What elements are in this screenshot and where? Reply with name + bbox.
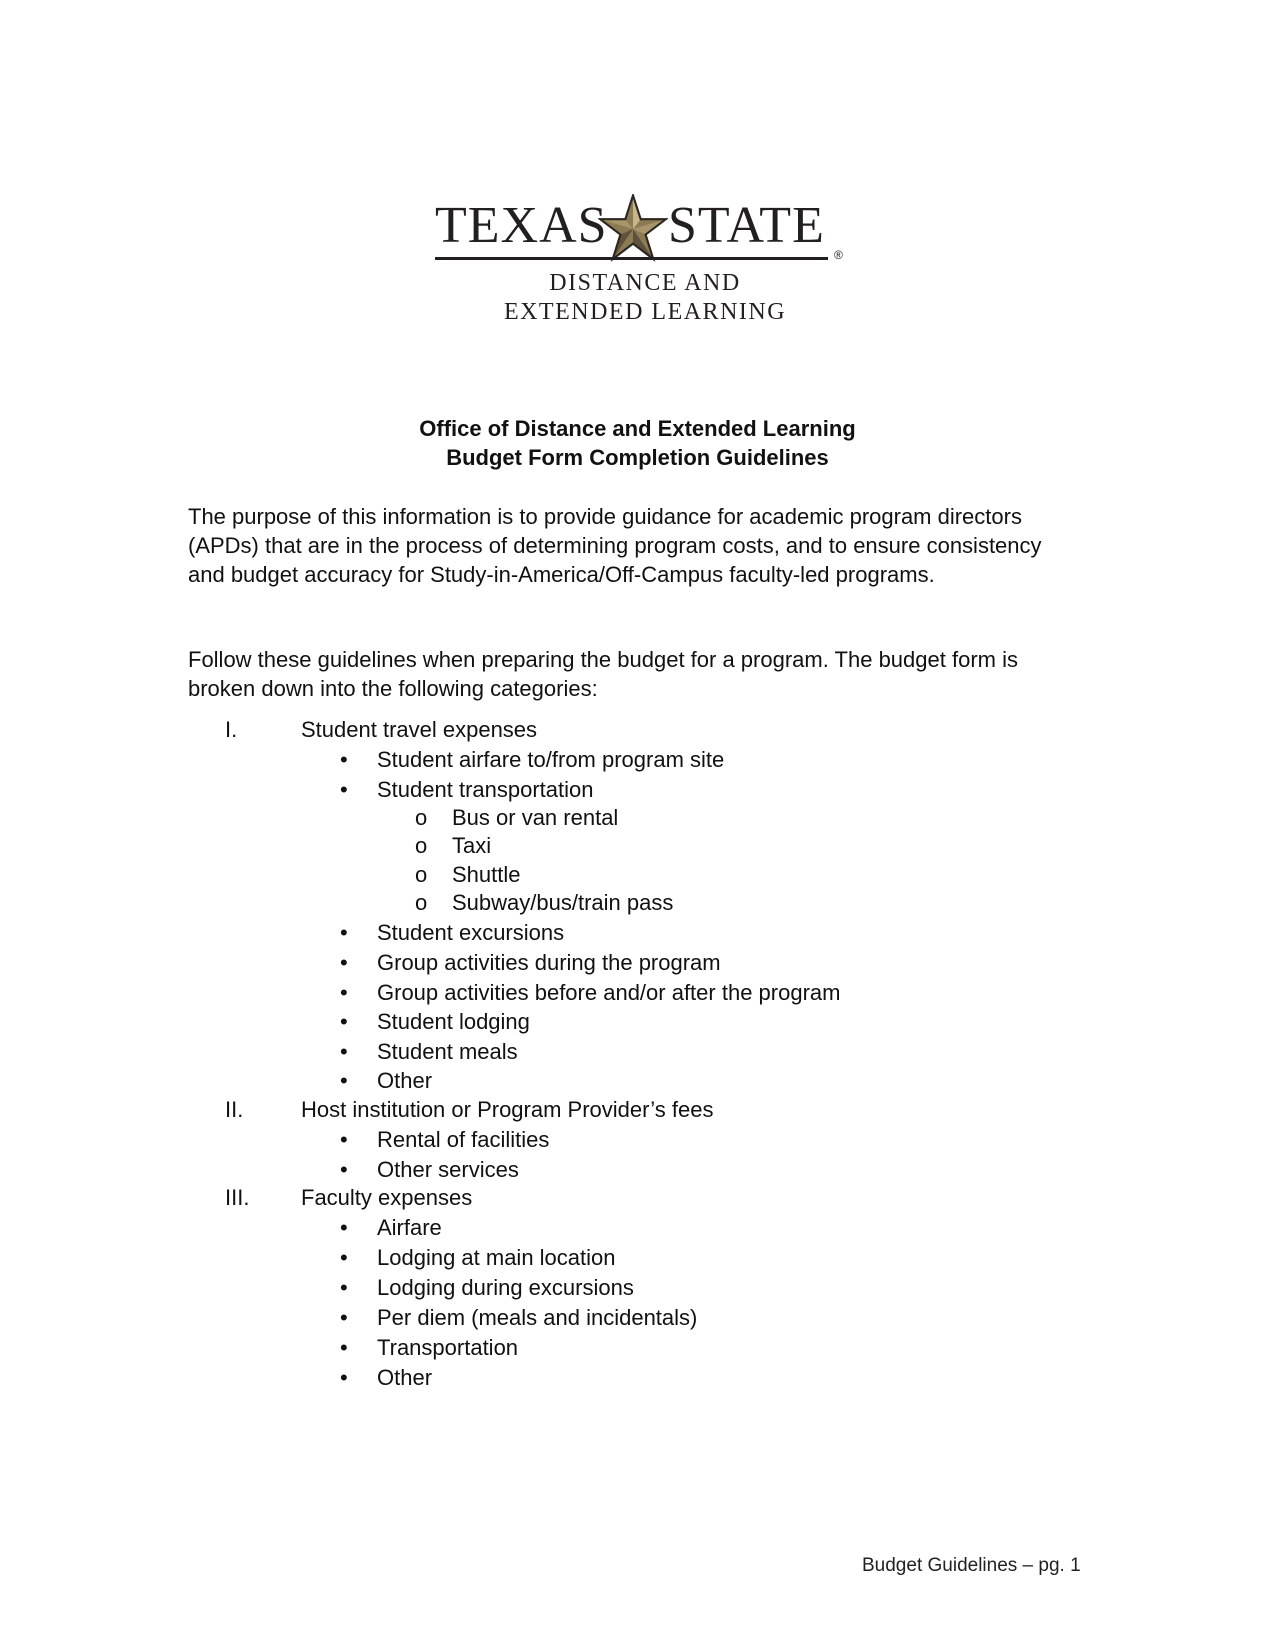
page-subtitle: Budget Form Completion Guidelines (446, 445, 829, 470)
bullet-icon: • (340, 747, 348, 772)
list-item: Per diem (meals and incidentals) (377, 1305, 698, 1330)
logo-wordmark (430, 190, 860, 266)
sub-list-item: Subway/bus/train pass (452, 890, 674, 915)
list-item: Student lodging (377, 1009, 530, 1034)
section-numeral: II. (225, 1097, 244, 1122)
list-item: Lodging at main location (377, 1245, 616, 1270)
section-numeral: I. (225, 717, 238, 742)
bullet-icon: • (340, 1009, 348, 1034)
bullet-icon: • (340, 1275, 348, 1300)
subbullet-icon: o (415, 862, 428, 887)
bullet-icon: • (340, 1335, 348, 1360)
list-item: Student airfare to/from program site (377, 747, 725, 772)
list-item: Transportation (377, 1335, 519, 1360)
bullet-icon: • (340, 950, 348, 975)
instructions-paragraph: Follow these guidelines when preparing the budget for a program. The budget form is broken down into the following categories: (188, 647, 1018, 701)
list-item: Group activities during the program (377, 950, 721, 975)
bullet-icon: • (340, 980, 348, 1005)
list-item: Rental of facilities (377, 1127, 550, 1152)
list-item: Airfare (377, 1215, 442, 1240)
intro-paragraph: The purpose of this information is to provide guidance for academic program directors (APDs) that are in the process of determining program costs, and to ensure consistency and budget accuracy for Study-in-America/Off-Campus faculty-led programs. (188, 504, 1042, 587)
list-item: Other (377, 1365, 433, 1390)
list-item: Student meals (377, 1039, 518, 1064)
bullet-icon: • (340, 1039, 348, 1064)
bullet-icon: • (340, 1127, 348, 1152)
list-item: Other services (377, 1157, 519, 1182)
bullet-icon: • (340, 1305, 348, 1330)
page-title: Office of Distance and Extended Learning (419, 416, 856, 441)
bullet-icon: • (340, 1245, 348, 1270)
subbullet-icon: o (415, 890, 428, 915)
wordmark-texas: TEXAS (435, 197, 608, 254)
subbullet-icon: o (415, 833, 428, 858)
star-icon (598, 194, 668, 264)
bullet-icon: • (340, 1157, 348, 1182)
subbullet-icon: o (415, 805, 428, 830)
sub-list-item: Bus or van rental (452, 805, 619, 830)
bullet-icon: • (340, 1068, 348, 1093)
section-heading: Host institution or Program Provider’s fees (301, 1097, 714, 1122)
texas-state-logo (430, 190, 860, 330)
registered-mark: ® (834, 248, 843, 262)
logo-rule (435, 257, 828, 260)
section-numeral: III. (225, 1185, 250, 1210)
page-footer: Budget Guidelines – pg. 1 (862, 1555, 1081, 1576)
bullet-icon: • (340, 777, 348, 802)
bullet-icon: • (340, 920, 348, 945)
section-heading: Student travel expenses (301, 717, 538, 742)
logo-subtitle-line1: DISTANCE AND (549, 270, 741, 296)
list-item: Student excursions (377, 920, 565, 945)
bullet-icon: • (340, 1365, 348, 1390)
wordmark-state: STATE (668, 197, 825, 254)
list-item: Student transportation (377, 777, 594, 802)
sub-list-item: Shuttle (452, 862, 521, 887)
list-item: Other (377, 1068, 433, 1093)
list-item: Lodging during excursions (377, 1275, 634, 1300)
section-heading: Faculty expenses (301, 1185, 473, 1210)
logo-subtitle-line2: EXTENDED LEARNING (503, 299, 787, 325)
sub-list-item: Taxi (452, 833, 492, 858)
list-item: Group activities before and/or after the program (377, 980, 841, 1005)
bullet-icon: • (340, 1215, 348, 1240)
